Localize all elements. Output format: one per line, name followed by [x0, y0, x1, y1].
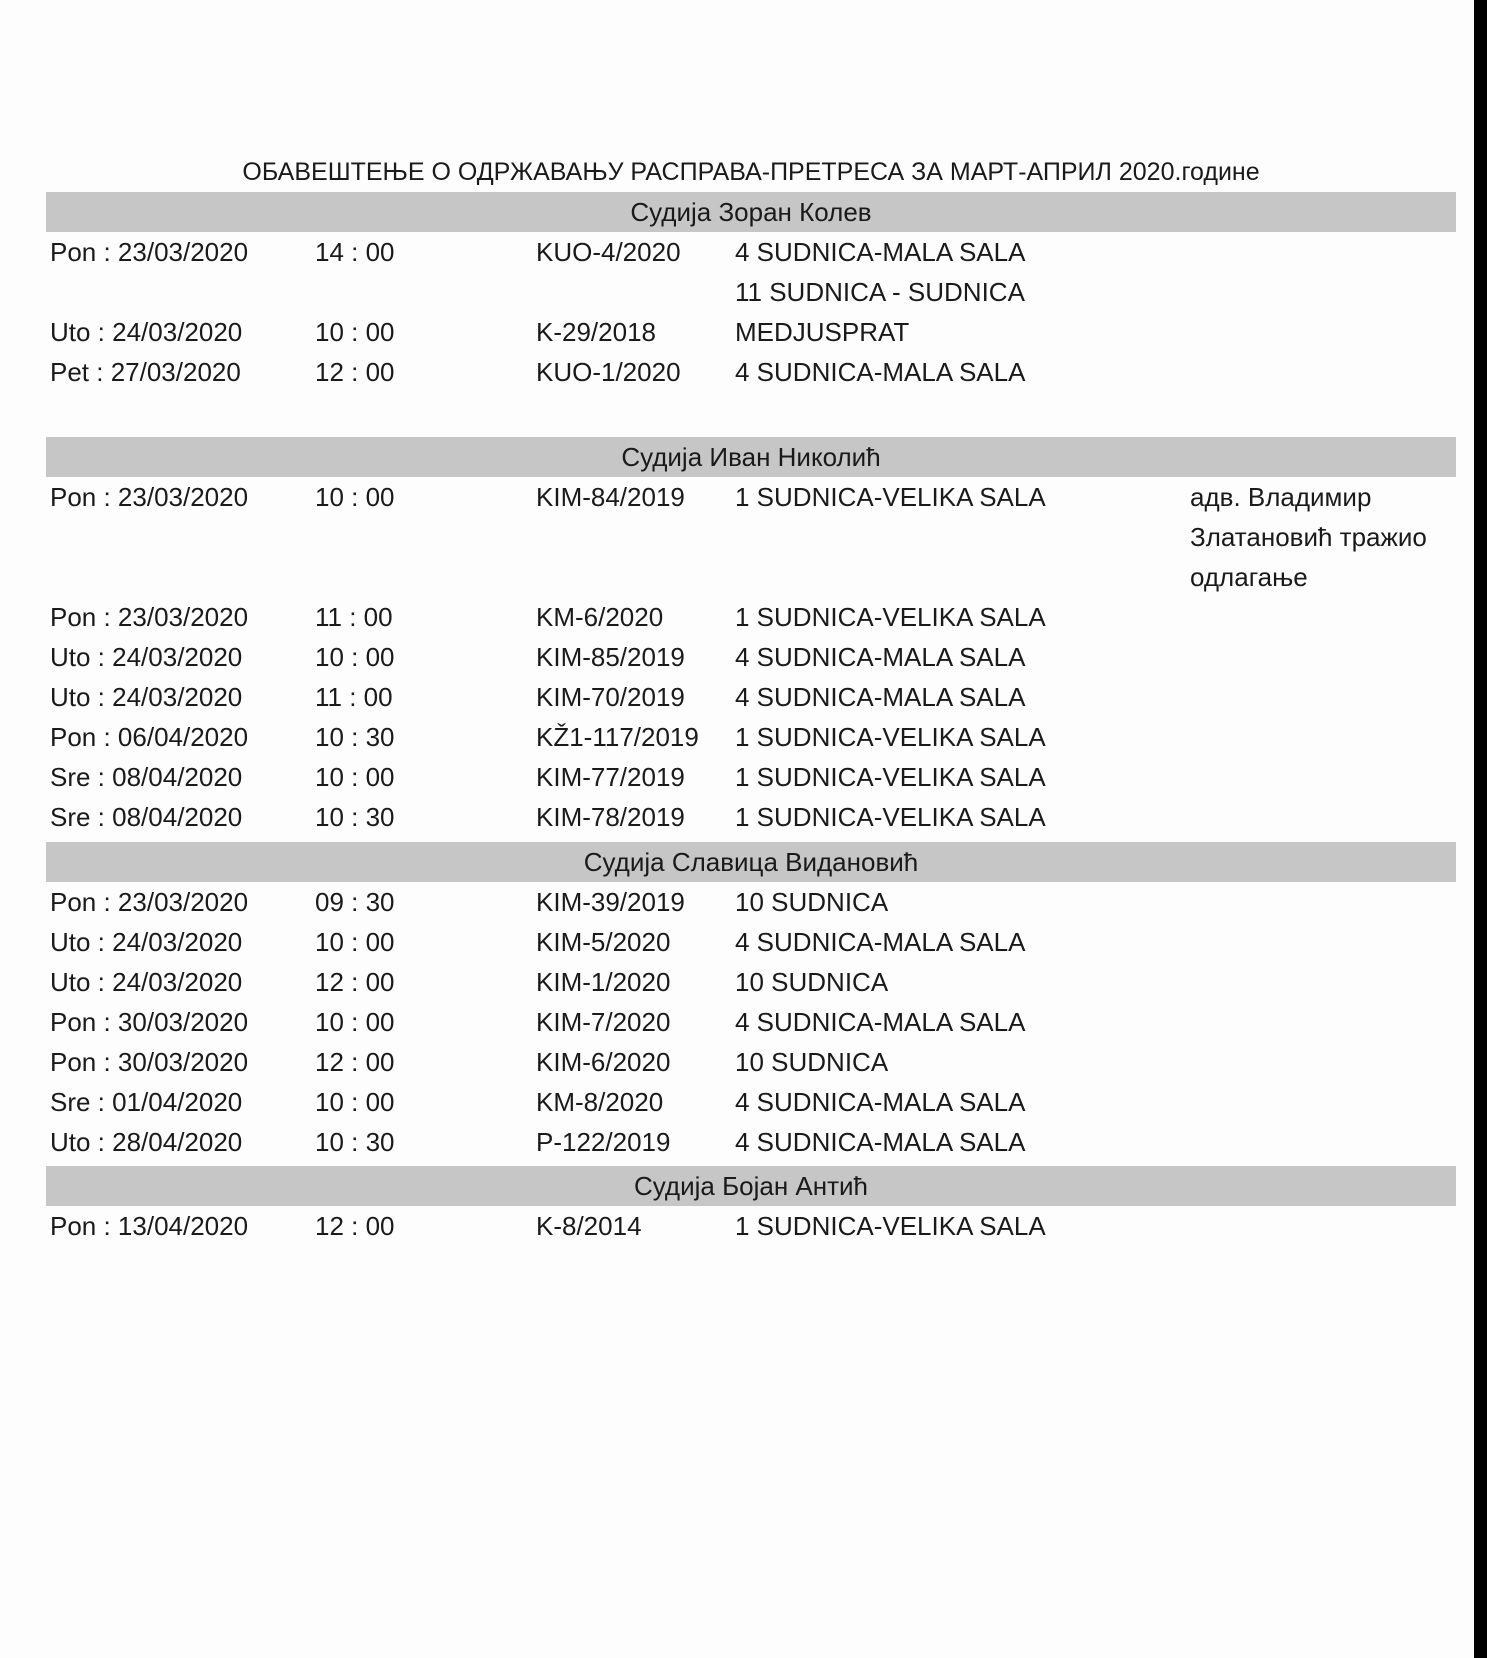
hearing-time: 12 : 00: [315, 967, 395, 997]
courtroom: [735, 882, 888, 922]
hearing-date: Pon : 23/03/2020: [50, 602, 249, 632]
courtroom: [735, 962, 888, 1002]
hearing-date: Sre : 08/04/2020: [50, 802, 243, 832]
hearing-time: 11 : 00: [315, 682, 393, 712]
case-number: K-29/2018: [536, 317, 656, 347]
hearing-date: Sre : 08/04/2020: [50, 762, 243, 792]
courtroom-line: 4 SUDNICA-MALA SALA: [735, 1087, 1026, 1117]
hearing-date: Uto : 24/03/2020: [50, 967, 243, 997]
case-number: KM-8/2020: [536, 1087, 664, 1117]
courtroom: [735, 717, 1046, 757]
hearing-row: [46, 477, 1456, 597]
hearing-row: [46, 1206, 1456, 1246]
hearing-time: 12 : 00: [315, 357, 395, 387]
hearing-date: Pet : 27/03/2020: [50, 357, 241, 387]
courtroom-line: 10 SUDNICA: [735, 1047, 889, 1077]
courtroom: [735, 312, 909, 352]
hearing-date: Pon : 13/04/2020: [50, 1211, 249, 1241]
hearing-row: [46, 677, 1456, 717]
hearing-date: Uto : 28/04/2020: [50, 1127, 243, 1157]
courtroom-line: MEDJUSPRAT: [735, 317, 910, 347]
hearing-time: 10 : 00: [315, 642, 395, 672]
case-number: KIM-5/2020: [536, 927, 671, 957]
courtroom-line: 1 SUDNICA-VELIKA SALA: [735, 802, 1046, 832]
hearing-time: 09 : 30: [315, 887, 395, 917]
hearing-time: 10 : 00: [315, 482, 395, 512]
case-number: KIM-70/2019: [536, 682, 685, 712]
note-line: адв. Владимир: [1190, 482, 1372, 512]
case-number: KUO-1/2020: [536, 357, 681, 387]
courtroom: [735, 1002, 1025, 1042]
case-number: KIM-78/2019: [536, 802, 685, 832]
hearing-time: 10 : 00: [315, 927, 395, 957]
judge-section: [46, 437, 1456, 837]
hearing-time: 10 : 30: [315, 1127, 395, 1157]
courtroom: [735, 597, 1046, 637]
courtroom-line: 4 SUDNICA-MALA SALA: [735, 927, 1026, 957]
courtroom: [735, 637, 1025, 677]
hearing-date: Pon : 23/03/2020: [50, 482, 249, 512]
case-number: KIM-77/2019: [536, 762, 685, 792]
hearing-date: Pon : 30/03/2020: [50, 1007, 249, 1037]
case-number: KIM-39/2019: [536, 887, 685, 917]
courtroom-line: 1 SUDNICA-VELIKA SALA: [735, 762, 1046, 792]
document-title: ОБАВЕШТЕЊЕ О ОДРЖАВАЊУ РАСПРАВА-ПРЕТРЕСА ЗА МАРТ-АПРИЛ 2020.године: [242, 158, 1260, 186]
hearing-row: [46, 922, 1456, 962]
courtroom-line: 1 SUDNICA-VELIKA SALA: [735, 602, 1046, 632]
courtroom: [735, 477, 1046, 517]
judge-name-header: Судија Иван Николић: [46, 437, 1456, 477]
case-number: K-8/2014: [536, 1211, 642, 1241]
judge-name-header: Судија Славица Видановић: [46, 842, 1456, 882]
judge-section: [46, 1166, 1456, 1246]
hearing-row: [46, 597, 1456, 637]
hearing-row: [46, 1002, 1456, 1042]
hearing-row: [46, 1122, 1456, 1162]
hearing-row: [46, 797, 1456, 837]
hearing-time: 12 : 00: [315, 1047, 395, 1077]
hearing-time: 10 : 30: [315, 802, 395, 832]
hearing-date: Pon : 23/03/2020: [50, 887, 249, 917]
hearing-row: [46, 1042, 1456, 1082]
hearing-time: 10 : 00: [315, 762, 395, 792]
hearing-row: [46, 352, 1456, 392]
courtroom: [735, 797, 1046, 837]
courtroom-line: 4 SUDNICA-MALA SALA: [735, 237, 1026, 267]
hearing-date: Pon : 06/04/2020: [50, 722, 249, 752]
hearing-date: Uto : 24/03/2020: [50, 927, 243, 957]
courtroom-line: 1 SUDNICA-VELIKA SALA: [735, 482, 1046, 512]
note-line: одлагање: [1190, 562, 1308, 592]
hearing-time: 10 : 00: [315, 317, 395, 347]
courtroom-line: 4 SUDNICA-MALA SALA: [735, 1127, 1026, 1157]
courtroom-line: 4 SUDNICA-MALA SALA: [735, 682, 1026, 712]
courtroom: [735, 922, 1025, 962]
case-number: KIM-7/2020: [536, 1007, 671, 1037]
courtroom-line: 10 SUDNICA: [735, 967, 889, 997]
hearing-time: 12 : 00: [315, 1211, 395, 1241]
case-number: KIM-6/2020: [536, 1047, 671, 1077]
case-number: KIM-84/2019: [536, 482, 685, 512]
hearing-date: Uto : 24/03/2020: [50, 317, 243, 347]
hearing-time: 10 : 00: [315, 1087, 395, 1117]
hearing-row: [46, 717, 1456, 757]
hearing-time: 11 : 00: [315, 602, 393, 632]
hearing-time: 10 : 00: [315, 1007, 395, 1037]
case-number: KIM-85/2019: [536, 642, 685, 672]
courtroom-line: 1 SUDNICA-VELIKA SALA: [735, 722, 1046, 752]
case-number: KŽ1-117/2019: [536, 722, 699, 752]
case-number: KM-6/2020: [536, 602, 664, 632]
hearing-note: [1190, 477, 1427, 597]
judge-name-header: Судија Бојан Антић: [46, 1166, 1456, 1206]
courtroom: [735, 1042, 888, 1082]
courtroom: [735, 352, 1025, 392]
courtroom-line: 11 SUDNICA - SUDNICA: [735, 277, 1025, 307]
hearing-row: [46, 637, 1456, 677]
judge-section: [46, 842, 1456, 1162]
hearing-date: Sre : 01/04/2020: [50, 1087, 243, 1117]
courtroom-line: 4 SUDNICA-MALA SALA: [735, 642, 1026, 672]
courtroom-line: 4 SUDNICA-MALA SALA: [735, 1007, 1026, 1037]
case-number: KIM-1/2020: [536, 967, 671, 997]
hearing-date: Pon : 23/03/2020: [50, 237, 249, 267]
courtroom-line: 10 SUDNICA: [735, 887, 889, 917]
courtroom: [735, 757, 1046, 797]
case-number: P-122/2019: [536, 1127, 671, 1157]
courtroom-line: 4 SUDNICA-MALA SALA: [735, 357, 1026, 387]
hearing-date: Pon : 30/03/2020: [50, 1047, 249, 1077]
note-line: Златановић тражио: [1190, 522, 1427, 552]
hearing-row: [46, 882, 1456, 922]
judge-name-header: Судија Зоран Колев: [46, 192, 1456, 232]
hearing-row: [46, 312, 1456, 352]
hearing-row: [46, 232, 1456, 312]
courtroom: [735, 677, 1025, 717]
hearing-row: [46, 962, 1456, 1002]
hearing-date: Uto : 24/03/2020: [50, 642, 243, 672]
hearing-date: Uto : 24/03/2020: [50, 682, 243, 712]
hearing-row: [46, 757, 1456, 797]
courtroom: [735, 1206, 1046, 1246]
hearing-row: [46, 1082, 1456, 1122]
courtroom-line: 1 SUDNICA-VELIKA SALA: [735, 1211, 1046, 1241]
case-number: KUO-4/2020: [536, 237, 681, 267]
hearing-time: 10 : 30: [315, 722, 395, 752]
courtroom: [735, 232, 1025, 312]
judge-section: [46, 192, 1456, 392]
courtroom: [735, 1082, 1025, 1122]
courtroom: [735, 1122, 1025, 1162]
hearing-time: 14 : 00: [315, 237, 395, 267]
